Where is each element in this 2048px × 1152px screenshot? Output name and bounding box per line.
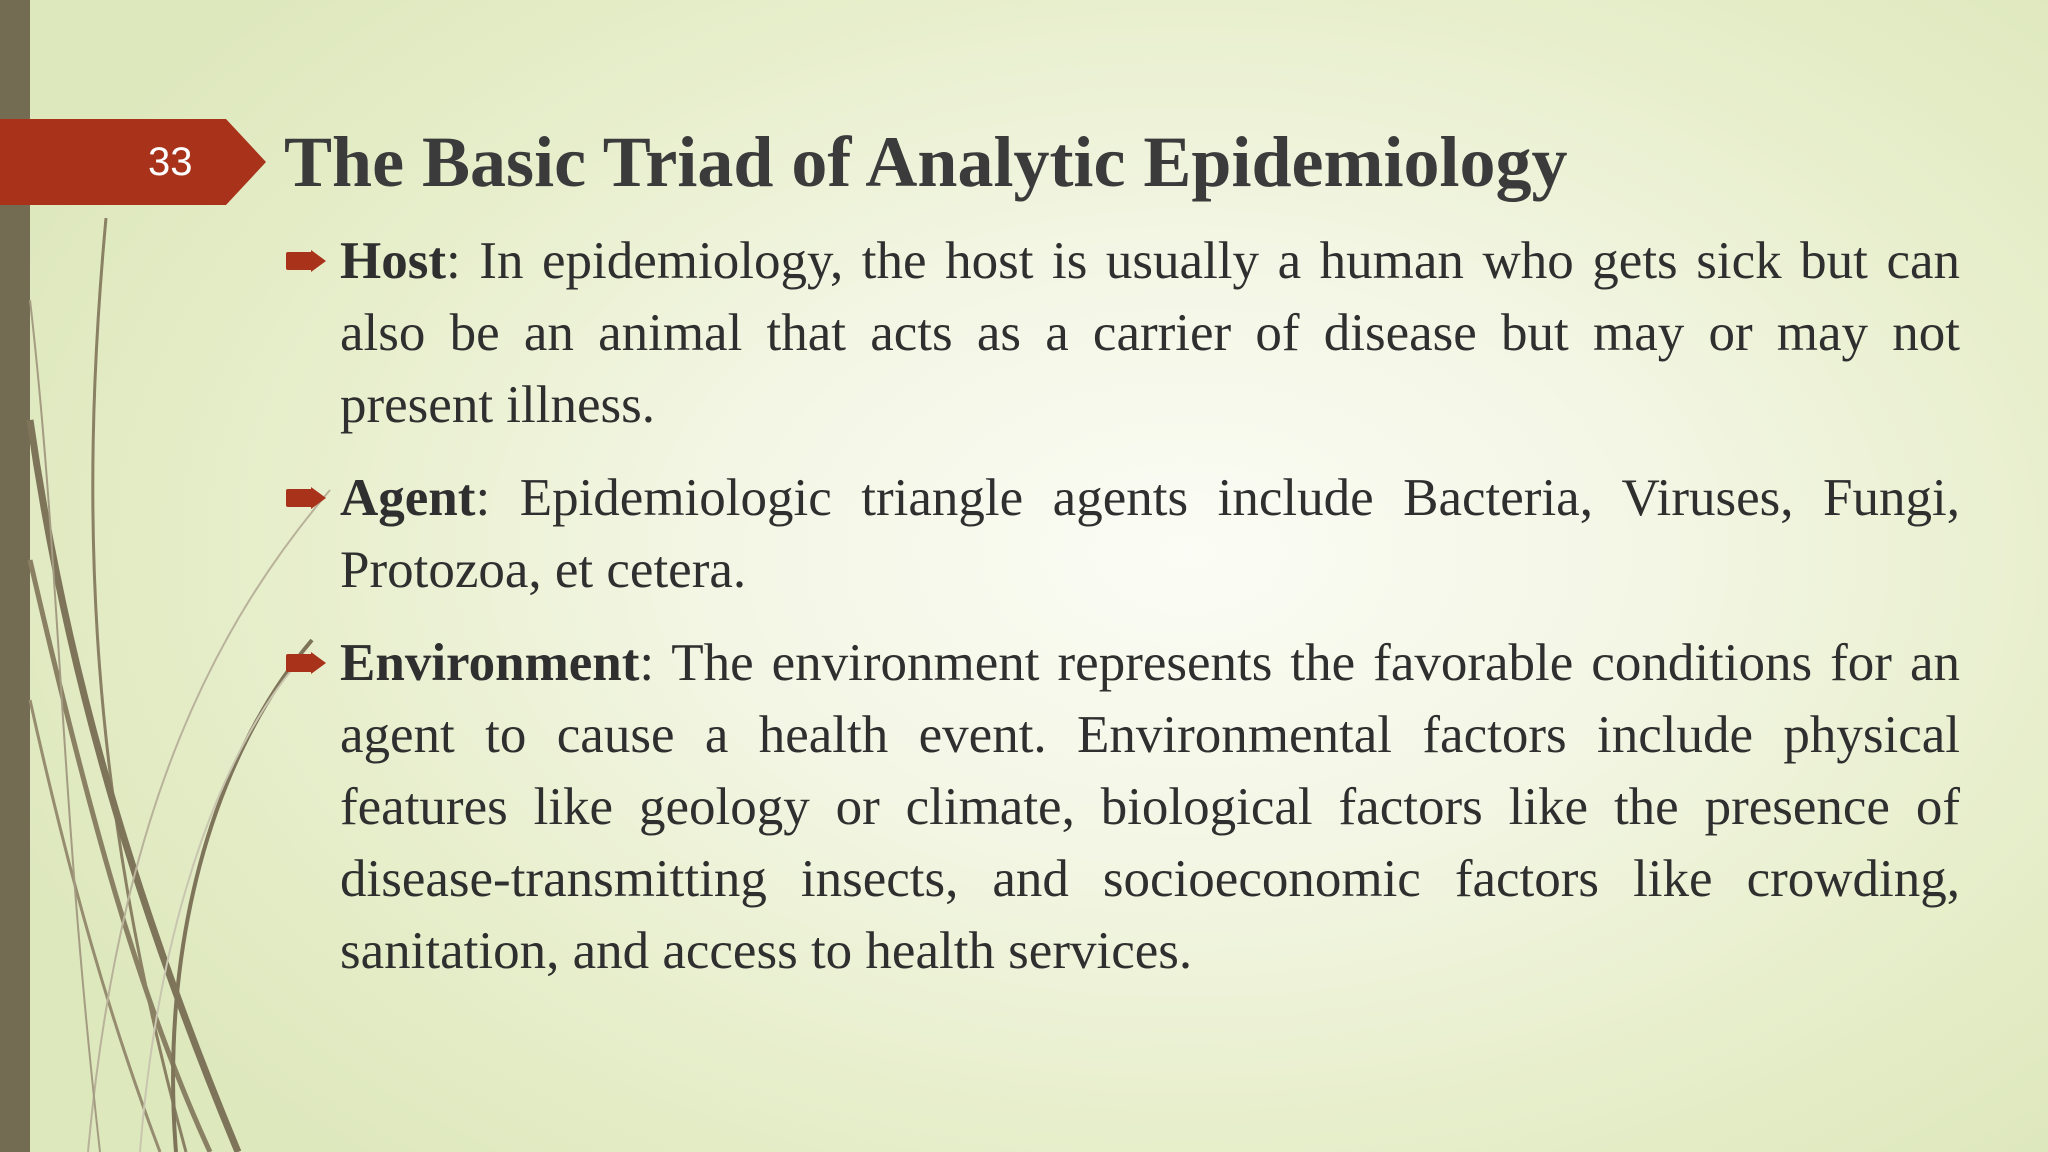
- arrow-right-icon: [285, 487, 327, 509]
- slide-number-tab: [0, 119, 266, 205]
- bullet-separator: :: [446, 232, 461, 290]
- bullet-separator: :: [639, 634, 655, 692]
- bullet-environment: [340, 627, 1960, 987]
- bullet-text: In epidemiology, the host is usually a human who gets sick but can also be an animal that acts as a carrier of disease but may or may not present illness.: [340, 232, 1960, 434]
- slide-number-tab-shape: [0, 119, 266, 205]
- bullet-term: Agent: [340, 469, 476, 527]
- arrow-right-icon: [285, 652, 327, 674]
- arrow-right-icon: [285, 250, 327, 272]
- bullet-text: Epidemiologic triangle agents include Bacteria, Viruses, Fungi, Protozoa, et cetera.: [340, 469, 1960, 599]
- bullet-agent: [340, 462, 1960, 606]
- bullet-text: The environment represents the favorable conditions for an agent to cause a health event. Environmental factors include physical features like geology or climate, biological factors like the presence of disease-transmitting insects, and socioeconomic factors like crowding, sanitation, and access to health services.: [340, 634, 1960, 980]
- bullet-separator: :: [475, 469, 491, 527]
- slide-title: The Basic Triad of Analytic Epidemiology: [284, 122, 1568, 202]
- bullet-term: Host: [340, 232, 446, 290]
- bullet-list: [340, 225, 1960, 1008]
- bullet-host: [340, 225, 1960, 441]
- bullet-term: Environment: [340, 634, 640, 692]
- slide-number: 33: [148, 140, 193, 184]
